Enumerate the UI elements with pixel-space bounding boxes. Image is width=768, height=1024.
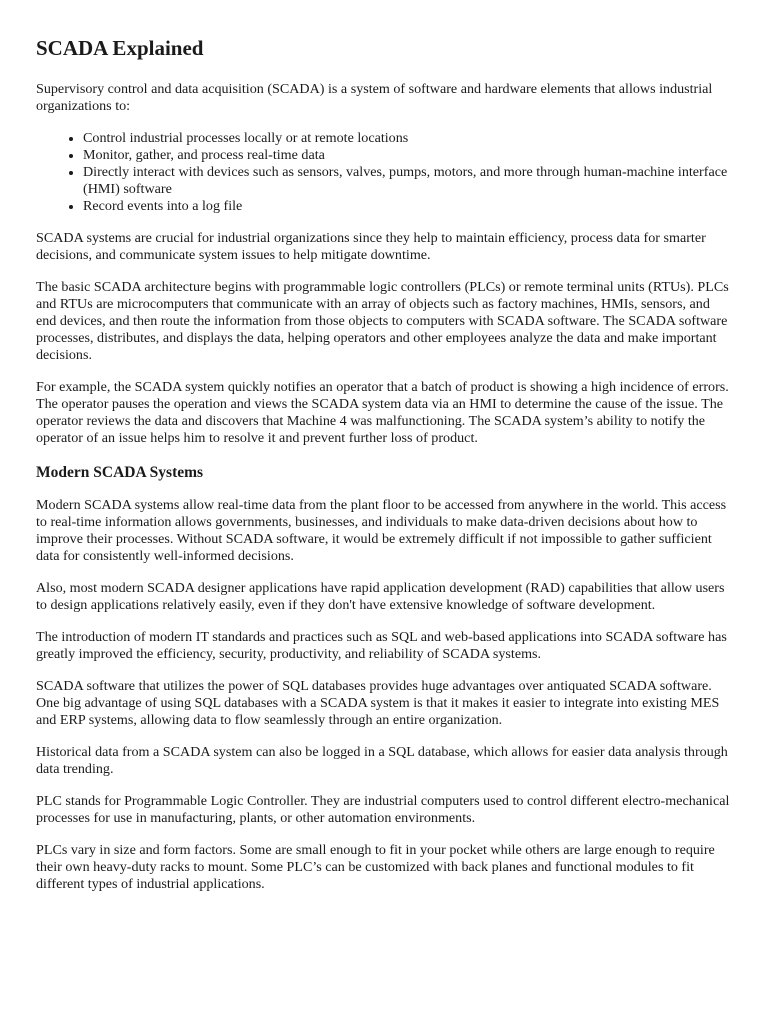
list-item: • Monitor, gather, and process real-time data	[83, 147, 732, 164]
body-paragraph: SCADA systems are crucial for industrial organizations since they help to maintain efficiency, process data for smarter decisions, and communicate system issues to help mitigate downtime.	[36, 230, 706, 263]
body-paragraph: Also, most modern SCADA designer applications have rapid application development (RAD) capabilities that allow users to design applications relatively easily, even if they don't have extensive knowledge of software development.	[36, 580, 725, 613]
intro-paragraph: Supervisory control and data acquisition (SCADA) is a system of software and hardware elements that allows industrial organizations to:	[36, 81, 713, 114]
list-item: • Directly interact with devices such as sensors, valves, pumps, motors, and more through human-machine interface (HMI) software	[83, 164, 732, 198]
body-paragraph: PLC stands for Programmable Logic Controller. They are industrial computers used to control different electro-mechanical processes for use in manufacturing, plants, or other automation environments.	[36, 793, 730, 826]
body-paragraph: SCADA software that utilizes the power of SQL databases provides huge advantages over antiquated SCADA software. One big advantage of using SQL databases with a SCADA system is that it makes it easier to integrate into existing MES and ERP systems, allowing data to flow seamlessly through an entire organization.	[36, 678, 720, 728]
body-paragraph: Modern SCADA systems allow real-time data from the plant floor to be accessed from anywhere in the world. This access to real-time information allows governments, businesses, and individuals to make data-driven decisions about how to improve their processes. Without SCADA software, it would be extremely difficult if not impossible to gather sufficient data for consistently well-informed decisions.	[36, 497, 727, 564]
body-paragraph: Historical data from a SCADA system can also be logged in a SQL database, which allows for easier data analysis through data trending.	[36, 744, 728, 777]
capabilities-list	[36, 130, 732, 215]
section-heading: Modern SCADA Systems	[36, 464, 204, 481]
body-paragraph: For example, the SCADA system quickly notifies an operator that a batch of product is showing a high incidence of errors. The operator pauses the operation and views the SCADA system data via an HMI to determine the cause of the issue. The operator reviews the data and discovers that Machine 4 was malfunctioning. The SCADA system’s ability to notify the operator of an issue helps him to resolve it and prevent further loss of product.	[36, 379, 729, 446]
page-title: SCADA Explained	[36, 36, 204, 60]
body-paragraph: The introduction of modern IT standards and practices such as SQL and web-based applications into SCADA software has greatly improved the efficiency, security, productivity, and reliability of SCADA systems.	[36, 629, 727, 662]
list-item: • Record events into a log file	[83, 198, 732, 215]
list-item: • Control industrial processes locally or at remote locations	[83, 130, 732, 147]
body-paragraph: PLCs vary in size and form factors. Some are small enough to fit in your pocket while others are large enough to require their own heavy-duty racks to mount. Some PLC’s can be customized with back planes and functional modules to fit different types of industrial applications.	[36, 842, 715, 892]
body-paragraph: The basic SCADA architecture begins with programmable logic controllers (PLCs) or remote terminal units (RTUs). PLCs and RTUs are microcomputers that communicate with an array of objects such as factory machines, HMIs, sensors, and end devices, and then route the information from those objects to computers with SCADA software. The SCADA software processes, distributes, and displays the data, helping operators and other employees analyze the data and make important decisions.	[36, 279, 729, 363]
